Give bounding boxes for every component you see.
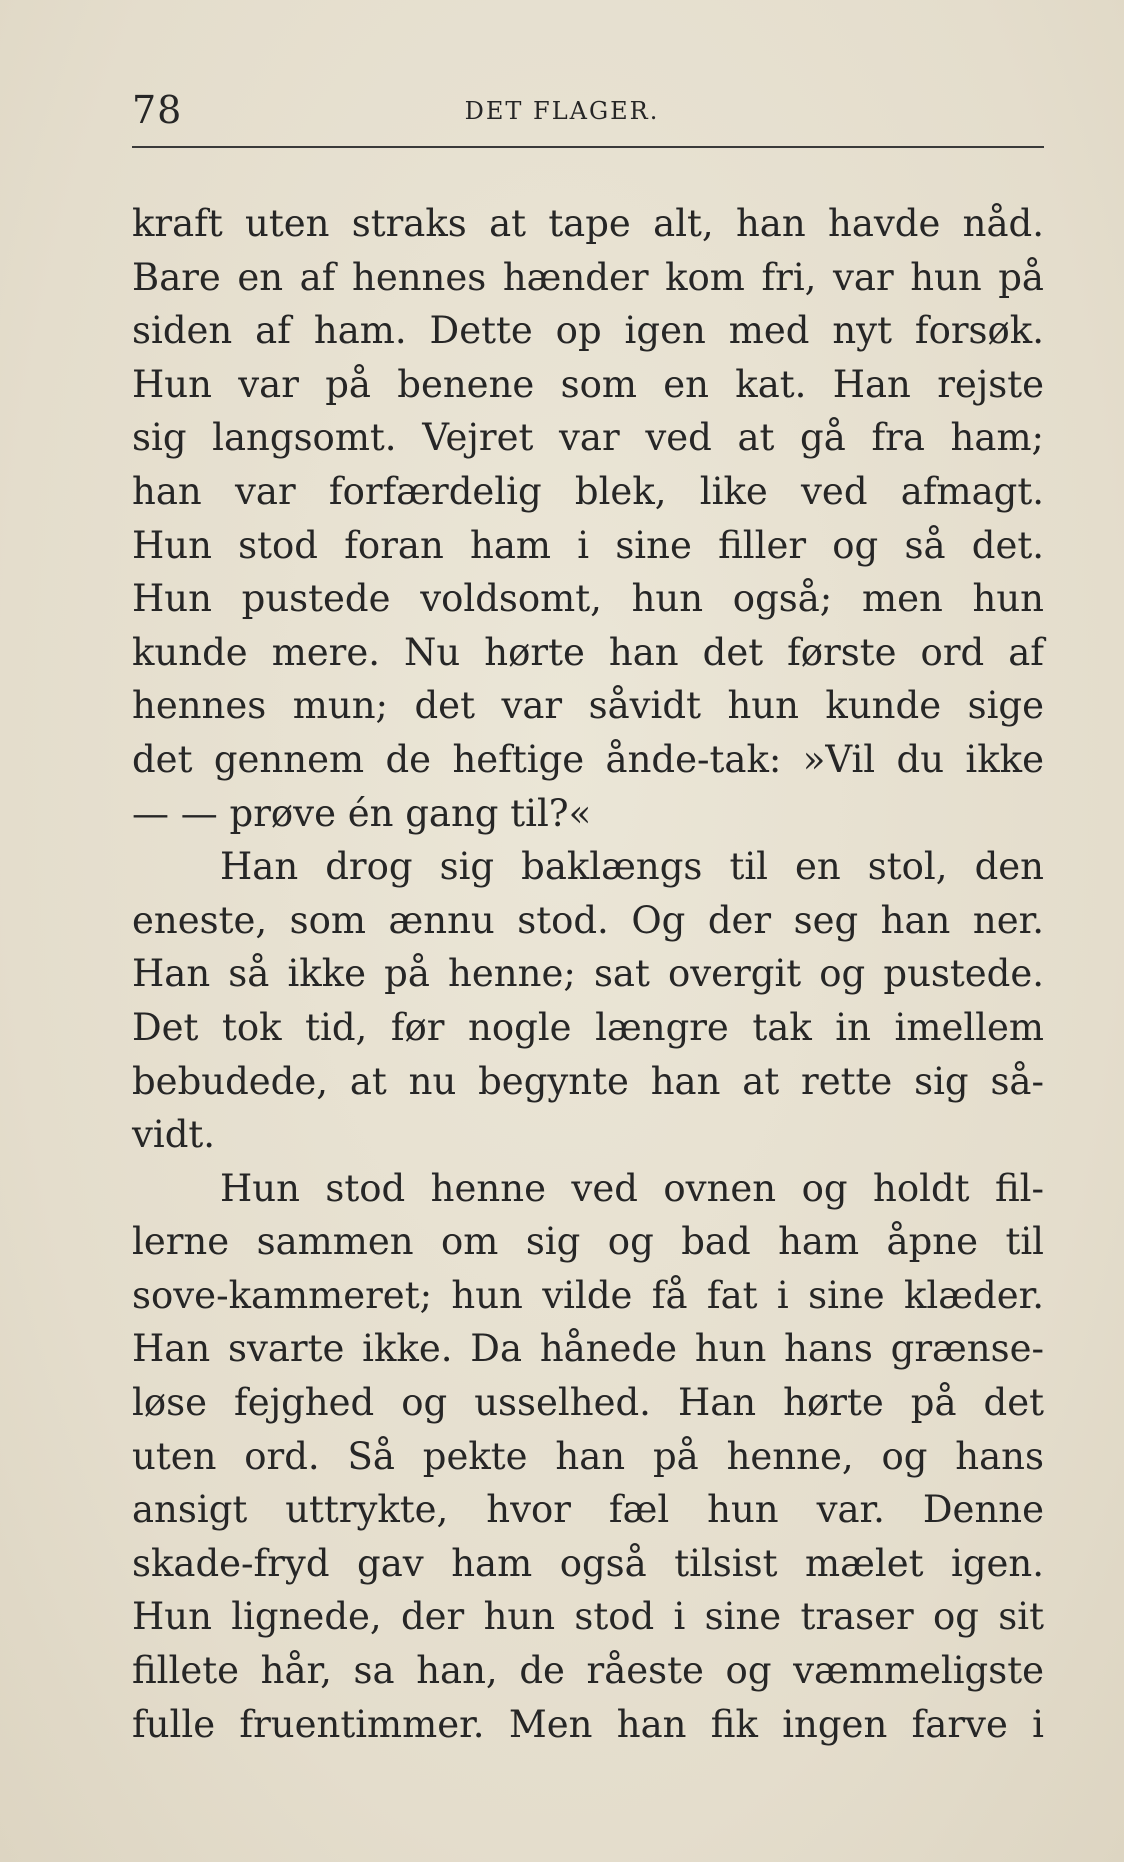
text-line: fillete hår, sa han, de råeste og væmmeligste (132, 1649, 1044, 1693)
text-line: skade-fryd gav ham også tilsist mælet igen. (132, 1541, 1044, 1585)
text-line: ansigt uttrykte, hvor fæl hun var. Denne (132, 1488, 1044, 1532)
running-head (132, 84, 1044, 134)
text-line: Hun lignede, der hun stod i sine traser og sit (132, 1595, 1044, 1639)
text-line: Han drog sig baklængs til en stol, den (220, 845, 1044, 889)
text-line: det gennem de heftige ånde-tak: »Vil du ikke (132, 737, 1044, 781)
text-line: siden af ham. Dette op igen med nyt forsøk. (132, 309, 1044, 353)
text-line: Bare en af hennes hænder kom fri, var hun på (132, 255, 1044, 299)
text-line: lerne sammen om sig og bad ham åpne til (132, 1220, 1044, 1264)
text-line: løse fejghed og usselhed. Han hørte på det (132, 1381, 1044, 1425)
text-line: — — prøve én gang til?« (132, 791, 592, 835)
text-line: han var forfærdelig blek, like ved afmagt. (132, 469, 1044, 513)
text-line: Han så ikke på henne; sat overgit og pustede. (132, 952, 1044, 996)
header-rule (132, 146, 1044, 148)
text-line: sig langsomt. Vejret var ved at gå fra ham; (132, 416, 1044, 460)
text-line: vidt. (132, 1113, 216, 1157)
text-line: bebudede, at nu begynte han at rette sig så- (132, 1059, 1044, 1103)
text-line: Hun pustede voldsomt, hun også; men hun (132, 577, 1044, 621)
text-line: Det tok tid, før nogle længre tak in imellem (132, 1005, 1044, 1049)
text-line: fulle fruentimmer. Men han fik ingen farve i (132, 1702, 1044, 1746)
text-line: Hun stod henne ved ovnen og holdt fil- (220, 1166, 1044, 1210)
body-text (132, 197, 1044, 1751)
text-line: eneste, som ænnu stod. Og der seg han ner. (132, 898, 1044, 942)
page-number: 78 (132, 88, 183, 132)
running-title: DET FLAGER. (464, 97, 660, 125)
text-line: Han svarte ikke. Da hånede hun hans grænse- (132, 1327, 1044, 1371)
text-line: Hun stod foran ham i sine filler og så det. (132, 523, 1044, 567)
text-line: kraft uten straks at tape alt, han havde nåd. (132, 202, 1044, 245)
text-line: hennes mun; det var såvidt hun kunde sige (132, 684, 1044, 728)
text-line: sove-kammeret; hun vilde få fat i sine klæder. (132, 1273, 1044, 1317)
text-line: kunde mere. Nu hørte han det første ord af (132, 630, 1044, 674)
text-line: Hun var på benene som en kat. Han rejste (132, 362, 1044, 406)
text-line: uten ord. Så pekte han på henne, og hans (132, 1434, 1044, 1478)
